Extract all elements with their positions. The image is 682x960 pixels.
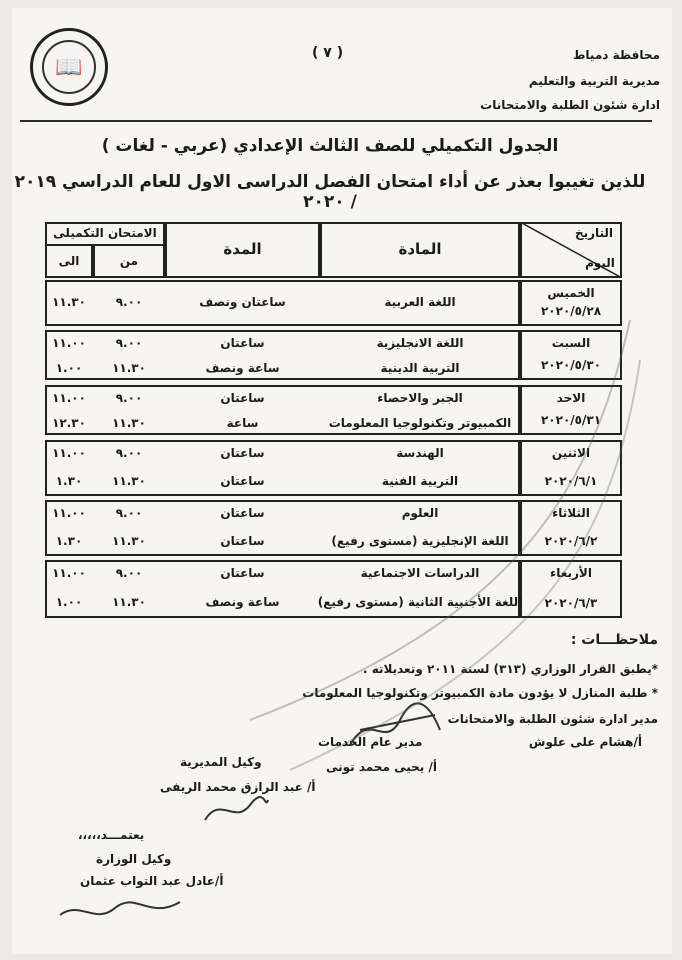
subject-cell: الكمبيوتر وتكنولوجيا المعلومات xyxy=(328,416,512,430)
subject-cell: التربية الدينية xyxy=(380,361,460,375)
note-item: *يطبق القرار الوزاري (٣١٣) لسنة ٢٠١١ وتعديلاته . xyxy=(362,662,658,676)
to-time-cell: ١٢.٣٠ xyxy=(52,416,86,430)
department-label: ادارة شئون الطلبة والامتحانات xyxy=(480,98,660,112)
header-divider xyxy=(20,120,652,122)
subject-cell: التربية الفنية xyxy=(381,474,459,488)
duration-cell: ساعتان ونصف xyxy=(199,295,286,309)
group-day: الخميس xyxy=(547,286,595,300)
duration-cell: ساعة xyxy=(226,416,259,430)
header-exam: الامتحان التكميلى xyxy=(53,226,157,240)
deputy-directorate-title: وكيل المديرية xyxy=(180,755,262,769)
group-date: ٢٠٢٠/٥/٣١ xyxy=(540,413,602,427)
from-time-cell: ٩.٠٠ xyxy=(115,295,143,309)
governorate-label: محافظة دمياط xyxy=(572,48,660,62)
duration-cell: ساعتان xyxy=(220,566,265,580)
from-time-cell: ١١.٣٠ xyxy=(112,595,146,609)
document-subtitle: للذين تغيبوا بعذر عن أداء امتحان الفصل الدراسى الاول للعام الدراسي ٢٠١٩ / ٢٠٢٠ xyxy=(14,172,646,212)
subject-cell: اللغة الانجليزية xyxy=(376,336,464,350)
to-time-cell: ١١.٠٠ xyxy=(52,391,86,405)
group-day: السبت xyxy=(551,336,591,350)
approved-label: يعتمـــد،،،،، xyxy=(78,828,145,842)
to-time-cell: ١١.٠٠ xyxy=(52,566,86,580)
header-subject: المادة xyxy=(398,240,442,258)
to-time-cell: ١١.٠٠ xyxy=(52,446,86,460)
group-date: ٢٠٢٠/٥/٣٠ xyxy=(540,358,602,372)
from-time-cell: ٩.٠٠ xyxy=(115,336,143,350)
to-time-cell: ١.٠٠ xyxy=(55,595,83,609)
from-time-cell: ١١.٣٠ xyxy=(112,534,146,548)
group-day: الاثنين xyxy=(551,446,591,460)
group-date: ٢٠٢٠/٥/٢٨ xyxy=(540,304,602,318)
to-time-cell: ١.٠٠ xyxy=(55,361,83,375)
duration-cell: ساعتان xyxy=(220,506,265,520)
subject-cell: الدراسات الاجتماعية xyxy=(360,566,480,580)
group-date: ٢٠٢٠/٦/٣ xyxy=(544,596,598,610)
header-from: من xyxy=(119,254,139,268)
page-number: ( ٧ ) xyxy=(312,45,344,61)
group-date: ٢٠٢٠/٦/٢ xyxy=(544,534,598,548)
from-time-cell: ٩.٠٠ xyxy=(115,446,143,460)
note-item: * طلبة المنازل لا يؤدون مادة الكمبيوتر وتكنولوجيا المعلومات xyxy=(302,686,658,700)
subject-cell: اللغة الإنجليزية (مستوى رفيع) xyxy=(331,534,509,548)
group-day: الثلاثاء xyxy=(552,506,590,520)
from-time-cell: ٩.٠٠ xyxy=(115,506,143,520)
ministry-logo xyxy=(30,28,108,106)
duration-cell: ساعتان xyxy=(220,474,265,488)
duration-cell: ساعتان xyxy=(220,336,265,350)
handwritten-stamp-overlay xyxy=(210,300,650,780)
deputy-ministry-signature xyxy=(55,890,185,930)
header-to: الى xyxy=(58,254,80,268)
group-date: ٢٠٢٠/٦/١ xyxy=(544,474,598,488)
group-day: الأربعاء xyxy=(550,566,592,580)
deputy-ministry-name: أ/عادل عبد التواب عثمان xyxy=(80,874,224,888)
from-time-cell: ١١.٣٠ xyxy=(112,361,146,375)
duration-cell: ساعتان xyxy=(220,391,265,405)
subject-cell: العلوم xyxy=(401,506,439,520)
book-icon: 📖 xyxy=(42,40,96,94)
deputy-ministry-title: وكيل الوزارة xyxy=(96,852,172,866)
to-time-cell: ١١.٠٠ xyxy=(52,506,86,520)
duration-cell: ساعتان xyxy=(220,446,265,460)
services-title: مدير عام الخدمات xyxy=(318,735,423,749)
directorate-label: مديرية التربية والتعليم xyxy=(528,74,660,88)
services-name: أ/ يحيى محمد تونى xyxy=(326,760,437,774)
deputy-directorate-name: أ/ عبد الرازق محمد الريفى xyxy=(160,780,316,794)
from-time-cell: ١١.٣٠ xyxy=(112,416,146,430)
to-time-cell: ١١.٠٠ xyxy=(52,336,86,350)
subject-cell: الجبر والاحصاء xyxy=(377,391,463,405)
duration-cell: ساعة ونصف xyxy=(205,595,280,609)
deputy-directorate-signature xyxy=(200,790,270,830)
to-time-cell: ١.٣٠ xyxy=(55,474,83,488)
from-time-cell: ٩.٠٠ xyxy=(115,391,143,405)
group-day: الاحد xyxy=(556,391,586,405)
from-time-cell: ١١.٣٠ xyxy=(112,474,146,488)
from-time-cell: ٩.٠٠ xyxy=(115,566,143,580)
dept-director-name: أ/هشام على علوش xyxy=(528,735,642,749)
duration-cell: ساعتان xyxy=(220,534,265,548)
header-duration: المدة xyxy=(223,240,262,258)
header-day: اليوم xyxy=(585,256,615,270)
to-time-cell: ١.٣٠ xyxy=(55,534,83,548)
header-date: التاريخ xyxy=(574,226,614,240)
notes-heading: ملاحظـــات : xyxy=(570,632,658,648)
duration-cell: ساعة ونصف xyxy=(205,361,280,375)
document-title: الجدول التكميلي للصف الثالث الإعدادي (عربي - لغات ) xyxy=(101,136,559,156)
subject-cell: الهندسة xyxy=(396,446,444,460)
to-time-cell: ١١.٣٠ xyxy=(52,295,86,309)
subject-cell: اللغة العربية xyxy=(384,295,456,309)
subject-cell: اللغة الأجنبية الثانية (مستوى رفيع) xyxy=(317,595,523,609)
dept-director-title: مدير ادارة شئون الطلبة والامتحانات xyxy=(447,712,658,726)
